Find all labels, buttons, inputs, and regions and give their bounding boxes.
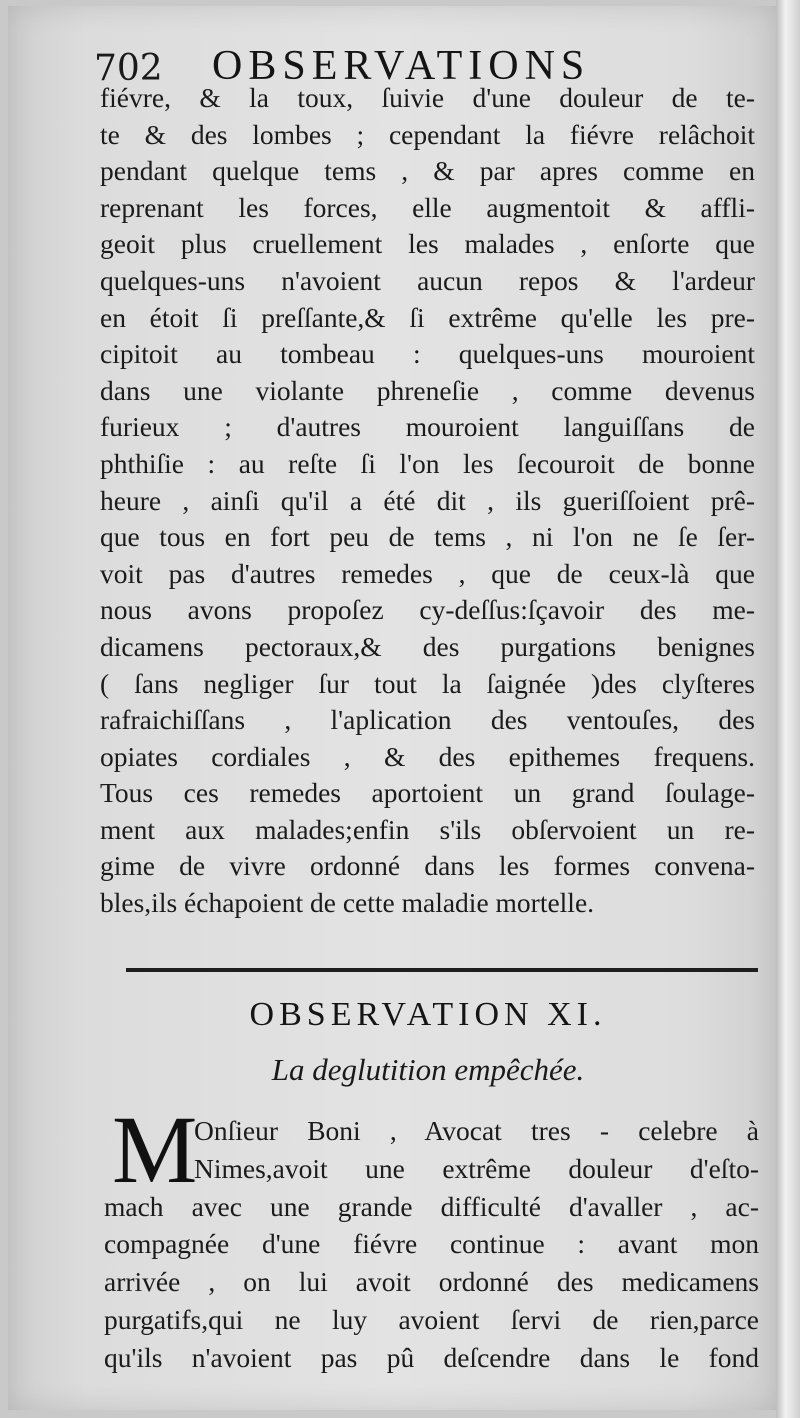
text-line: mach avec une grande difficulté d'avaller , ac-: [104, 1190, 759, 1222]
text-line: qu'ils n'avoient pas pû deſcendre dans le fond: [104, 1341, 759, 1373]
text-line: heure , ainſi qu'il a été dit , ils gueriſſoient prê-: [100, 484, 755, 516]
text-line: furieux ; d'autres mouroient languiſſans de: [100, 411, 755, 443]
running-title: OBSERVATIONS: [212, 43, 591, 89]
section-divider: [126, 968, 758, 972]
text-line: te & des lombes ; cependant la fiévre relâchoit: [100, 118, 755, 150]
text-line: cipitoit au tombeau : quelques-uns mouroient: [100, 338, 755, 370]
text-line: Nimes,avoit une extrême douleur d'eſto-: [194, 1152, 759, 1184]
text-line: dans une violante phreneſie , comme devenus: [100, 374, 755, 406]
text-line: Tous ces remedes aportoient un grand ſoulage-: [100, 777, 755, 809]
text-line: geoit plus cruellement les malades , enſorte que: [100, 228, 755, 260]
text-line: compagnée d'une fiévre continue : avant mon: [104, 1228, 759, 1260]
section-subtitle: La deglutition empêchée.: [271, 1052, 585, 1087]
text-line: pendant quelque tems , & par apres comme en: [100, 155, 755, 187]
body-text: [100, 80, 755, 922]
text-line: dicamens pectoraux,& des purgations benignes: [100, 630, 755, 662]
text-line: Onſieur Boni , Avocat tres - celebre à: [194, 1115, 759, 1146]
text-line: ment aux malades;enfin s'ils obſervoient un re-: [100, 813, 755, 845]
text-line: fiévre, & la toux, ſuivie d'une douleur de te-: [100, 82, 755, 113]
text-line: voit pas d'autres remedes , que de ceux-là que: [100, 557, 755, 589]
text-line: opiates cordiales , & des epithemes frequens.: [100, 740, 755, 772]
page-number: 702: [94, 48, 163, 89]
drop-cap: M: [112, 1096, 198, 1203]
text-line: ( ſans negliger ſur tout la ſaignée )des clyſteres: [100, 667, 755, 699]
text-line: arrivée , on lui avoit ordonné des medicamens: [104, 1266, 759, 1298]
text-line: gime de vivre ordonné dans les formes convena-: [100, 850, 755, 882]
text-line: nous avons propoſez cy-deſſus:ſçavoir des me-: [100, 594, 755, 626]
text-line: rafraichiſſans , l'aplication des ventouſes, des: [100, 704, 755, 736]
text-line: reprenant les forces, elle augmentoit & affli-: [100, 191, 755, 223]
text-line: en étoit ſi preſſante,& ſi extrême qu'elle les pre-: [100, 301, 755, 333]
page-edge: [776, 0, 800, 1418]
text-line: bles,ils échapoient de cette maladie mortelle.: [100, 887, 595, 919]
text-line: purgatifs,qui ne luy avoient ſervi de rien,parce: [104, 1303, 759, 1335]
text-line: phthiſie : au reſte ſi l'on les ſecouroit de bonne: [100, 447, 755, 479]
paragraph: [104, 1096, 759, 1377]
text-line: que tous en fort peu de tems , ni l'on ne ſe ſer-: [100, 521, 755, 553]
text-line: quelques-uns n'avoient aucun repos & l'ardeur: [100, 264, 755, 296]
section-title: OBSERVATION XI.: [249, 996, 607, 1033]
